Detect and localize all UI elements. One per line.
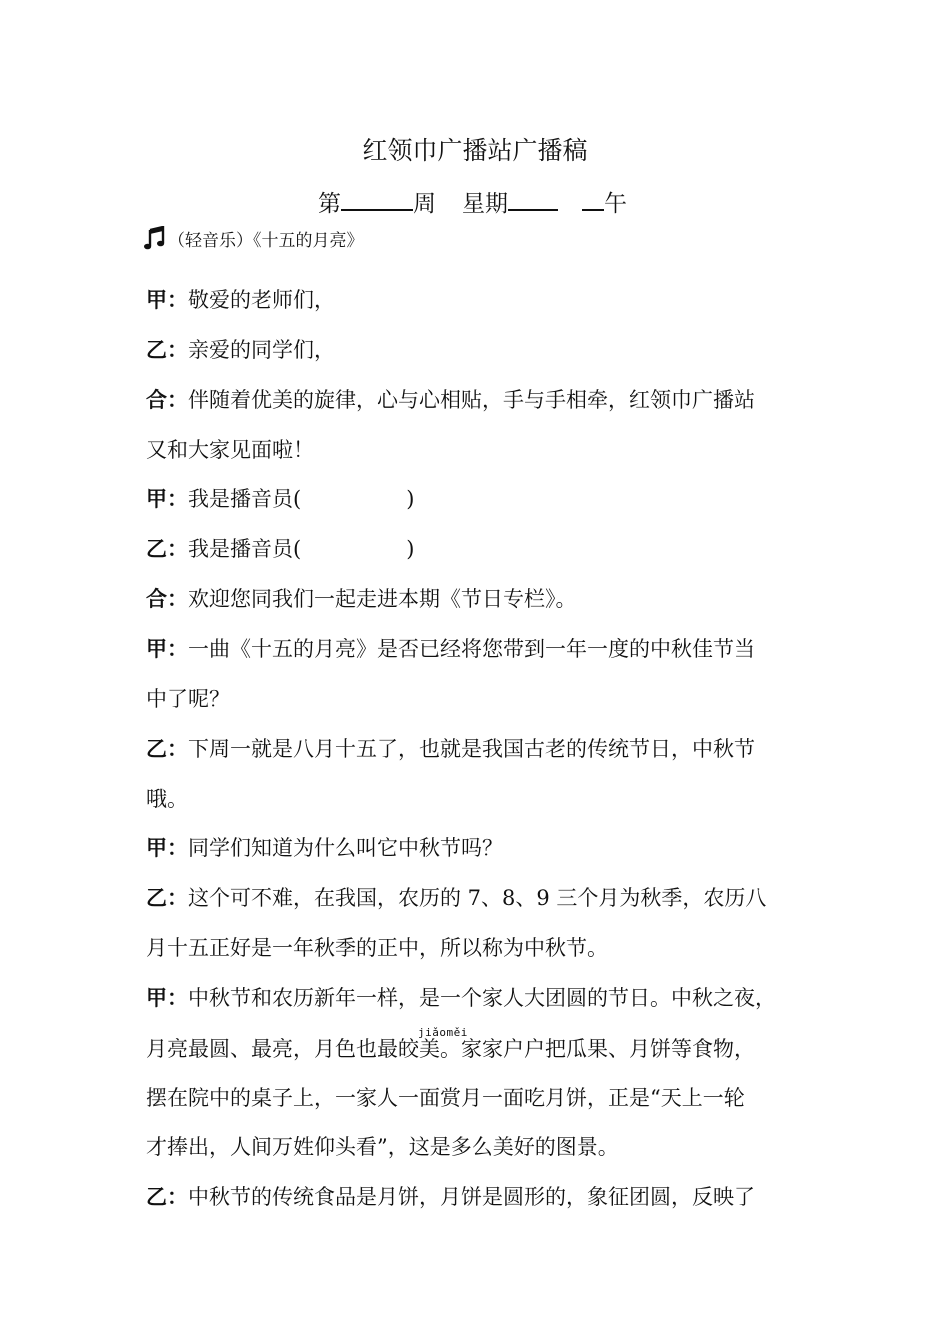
- week-prefix: 第: [318, 191, 341, 217]
- dialogue-line: [146, 1131, 619, 1163]
- dialogue-line: [146, 783, 188, 815]
- dialogue-line: [146, 284, 335, 316]
- dialogue-line: [146, 882, 766, 914]
- line-text: 一曲《十五的月亮》是否已经将您带到一年一度的中秋佳节当: [188, 637, 755, 661]
- dialogue-line: [146, 533, 414, 565]
- dialogue-line: [146, 633, 755, 665]
- speaker-label: 合：: [146, 587, 188, 611]
- speaker-label: 乙：: [146, 537, 188, 561]
- period-label: 午: [604, 191, 627, 217]
- dialogue-line: [146, 334, 335, 366]
- speaker-label: 甲：: [146, 986, 188, 1010]
- dialogue-line: [146, 384, 755, 416]
- dialogue-line: [146, 932, 608, 964]
- line-text: 欢迎您同我们一起走进本期《节日专栏》。: [188, 587, 577, 611]
- pinyin-annotation: jiǎoměi: [418, 1026, 468, 1039]
- background-music-line: [144, 226, 364, 255]
- speaker-label: 乙：: [146, 1185, 188, 1209]
- speaker-label: 甲：: [146, 637, 188, 661]
- line-text: 下周一就是八月十五了，也就是我国古老的传统节日，中秋节: [188, 737, 755, 761]
- line-text: 我是播音员( ): [188, 487, 415, 511]
- music-note-icon: [144, 226, 166, 250]
- line-text: 亲爱的同学们，: [188, 338, 335, 362]
- line-text: 同学们知道为什么叫它中秋节吗？: [188, 836, 503, 860]
- line-text: 月亮最圆、最亮，月色也最皎美。家家户户把瓜果、月饼等食物，: [146, 1037, 755, 1061]
- speaker-label: 甲：: [146, 288, 188, 312]
- speaker-label: 乙：: [146, 737, 188, 761]
- line-text: 中秋节的传统食品是月饼，月饼是圆形的，象征团圆，反映了: [188, 1185, 755, 1209]
- dialogue-line: [146, 483, 414, 515]
- line-text: 中了呢？: [146, 687, 230, 711]
- dialogue-line: [146, 982, 776, 1014]
- line-text: 哦。: [146, 787, 188, 811]
- period-blank: [582, 183, 604, 211]
- weekday-label: 星期: [462, 191, 508, 217]
- speaker-label: 乙：: [146, 338, 188, 362]
- line-text: 摆在院中的桌子上，一家人一面赏月一面吃月饼，正是“天上一轮: [146, 1086, 745, 1110]
- dialogue-line: [146, 1082, 745, 1114]
- line-text: 月十五正好是一年秋季的正中，所以称为中秋节。: [146, 936, 608, 960]
- dialogue-line: [146, 583, 577, 615]
- line-text: 我是播音员( ): [188, 537, 415, 561]
- music-title: （轻音乐）《十五的月亮》: [168, 231, 364, 251]
- line-text: 伴随着优美的旋律，心与心相贴，手与手相牵，红领巾广播站: [188, 388, 755, 412]
- weekday-blank: [508, 183, 558, 211]
- page-title: 红领巾广播站广播稿: [362, 136, 588, 165]
- dialogue-line: [146, 434, 314, 466]
- line-text: 敬爱的老师们，: [188, 288, 335, 312]
- speaker-label: 甲：: [146, 836, 188, 860]
- week-blank: [341, 183, 413, 211]
- speaker-label: 乙：: [146, 886, 188, 910]
- dialogue-line: [146, 733, 755, 765]
- line-text: 才捧出，人间万姓仰头看”，这是多么美好的图景。: [146, 1135, 619, 1159]
- line-text: 这个可不难，在我国，农历的 7、8、9 三个月为秋季，农历八: [188, 886, 767, 910]
- date-line: [318, 183, 627, 222]
- speaker-label: 甲：: [146, 487, 188, 511]
- week-label: 周: [413, 191, 436, 217]
- speaker-label: 合：: [146, 388, 188, 412]
- dialogue-line: [146, 832, 503, 864]
- dialogue-line: [146, 1181, 755, 1213]
- dialogue-line: [146, 683, 230, 715]
- line-text: 中秋节和农历新年一样，是一个家人大团圆的节日。中秋之夜，: [188, 986, 776, 1010]
- line-text: 又和大家见面啦！: [146, 438, 314, 462]
